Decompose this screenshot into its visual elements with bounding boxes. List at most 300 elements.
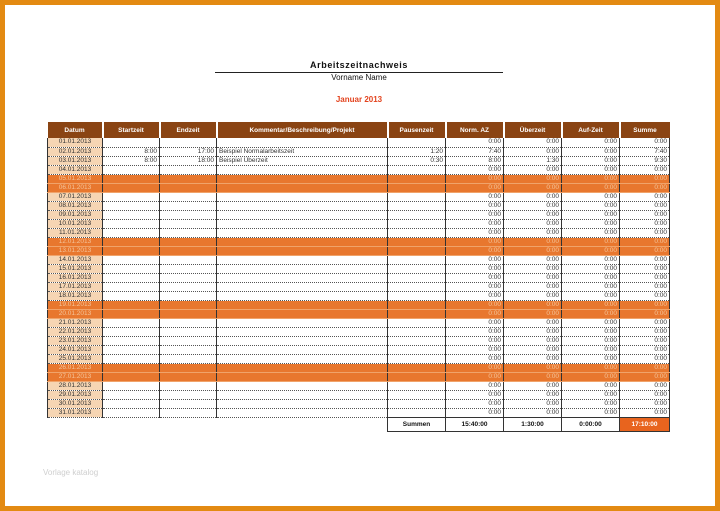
date-cell[interactable]: 30.01.2013 (48, 399, 103, 408)
auf-zeit-cell[interactable]: 0:00 (562, 408, 620, 417)
pausenzeit-cell[interactable] (388, 273, 446, 282)
summe-cell[interactable]: 0:00 (620, 183, 670, 192)
auf-zeit-cell[interactable]: 0:00 (562, 291, 620, 300)
startzeit-cell[interactable] (103, 282, 160, 291)
summe-cell[interactable]: 9:30 (620, 156, 670, 165)
auf-zeit-cell[interactable]: 0:00 (562, 264, 620, 273)
summe-cell[interactable]: 0:00 (620, 399, 670, 408)
summe-cell[interactable]: 0:00 (620, 255, 670, 264)
summe-cell[interactable]: 0:00 (620, 327, 670, 336)
total-auf-zeit[interactable]: 0:00:00 (562, 417, 620, 431)
ueberzeit-cell[interactable]: 0:00 (504, 219, 562, 228)
auf-zeit-cell[interactable]: 0:00 (562, 309, 620, 318)
norm-az-cell[interactable]: 0:00 (446, 390, 504, 399)
norm-az-cell[interactable]: 0:00 (446, 381, 504, 390)
ueberzeit-cell[interactable]: 0:00 (504, 192, 562, 201)
startzeit-cell[interactable] (103, 291, 160, 300)
endzeit-cell[interactable] (160, 318, 217, 327)
endzeit-cell[interactable] (160, 201, 217, 210)
startzeit-cell[interactable] (103, 273, 160, 282)
summe-cell[interactable]: 0:00 (620, 408, 670, 417)
norm-az-cell[interactable]: 0:00 (446, 246, 504, 255)
norm-az-cell[interactable]: 0:00 (446, 192, 504, 201)
auf-zeit-cell[interactable]: 0:00 (562, 354, 620, 363)
kommentar-cell[interactable] (217, 327, 388, 336)
auf-zeit-cell[interactable]: 0:00 (562, 147, 620, 156)
auf-zeit-cell[interactable]: 0:00 (562, 390, 620, 399)
date-cell[interactable]: 18.01.2013 (48, 291, 103, 300)
date-cell[interactable]: 27.01.2013 (48, 372, 103, 381)
norm-az-cell[interactable]: 0:00 (446, 363, 504, 372)
endzeit-cell[interactable] (160, 237, 217, 246)
table-row (48, 165, 670, 174)
col-header-summe: Summe (620, 122, 670, 138)
norm-az-cell[interactable]: 0:00 (446, 345, 504, 354)
pausenzeit-cell[interactable] (388, 183, 446, 192)
endzeit-cell[interactable] (160, 309, 217, 318)
auf-zeit-cell[interactable]: 0:00 (562, 228, 620, 237)
pausenzeit-cell[interactable] (388, 399, 446, 408)
ueberzeit-cell[interactable]: 0:00 (504, 228, 562, 237)
ueberzeit-cell[interactable]: 0:00 (504, 264, 562, 273)
endzeit-cell[interactable] (160, 327, 217, 336)
startzeit-cell[interactable] (103, 327, 160, 336)
table-row (48, 156, 670, 165)
startzeit-cell[interactable] (103, 201, 160, 210)
auf-zeit-cell[interactable]: 0:00 (562, 210, 620, 219)
auf-zeit-cell[interactable]: 0:00 (562, 318, 620, 327)
kommentar-cell[interactable] (217, 354, 388, 363)
endzeit-cell[interactable] (160, 291, 217, 300)
kommentar-cell[interactable] (217, 273, 388, 282)
date-cell[interactable]: 14.01.2013 (48, 255, 103, 264)
norm-az-cell[interactable]: 0:00 (446, 318, 504, 327)
timesheet-body (48, 138, 670, 417)
ueberzeit-cell[interactable]: 0:00 (504, 345, 562, 354)
endzeit-cell[interactable] (160, 399, 217, 408)
endzeit-cell[interactable] (160, 354, 217, 363)
ueberzeit-cell[interactable]: 0:00 (504, 210, 562, 219)
norm-az-cell[interactable]: 0:00 (446, 354, 504, 363)
startzeit-cell[interactable] (103, 372, 160, 381)
kommentar-cell[interactable] (217, 309, 388, 318)
document-subtitle: Vorname Name (331, 73, 387, 82)
norm-az-cell[interactable]: 0:00 (446, 219, 504, 228)
kommentar-cell[interactable] (217, 255, 388, 264)
ueberzeit-cell[interactable]: 0:00 (504, 183, 562, 192)
table-row (48, 345, 670, 354)
summe-cell[interactable]: 0:00 (620, 300, 670, 309)
date-cell[interactable]: 01.01.2013 (48, 138, 103, 147)
ueberzeit-cell[interactable]: 1:30 (504, 156, 562, 165)
auf-zeit-cell[interactable]: 0:00 (562, 372, 620, 381)
summe-cell[interactable]: 0:00 (620, 264, 670, 273)
pausenzeit-cell[interactable] (388, 201, 446, 210)
auf-zeit-cell[interactable]: 0:00 (562, 300, 620, 309)
norm-az-cell[interactable]: 0:00 (446, 165, 504, 174)
norm-az-cell[interactable]: 0:00 (446, 399, 504, 408)
startzeit-cell[interactable] (103, 237, 160, 246)
norm-az-cell[interactable]: 0:00 (446, 273, 504, 282)
date-cell[interactable]: 17.01.2013 (48, 282, 103, 291)
endzeit-cell[interactable] (160, 192, 217, 201)
summe-cell[interactable]: 7:40 (620, 147, 670, 156)
startzeit-cell[interactable] (103, 363, 160, 372)
kommentar-cell[interactable] (217, 174, 388, 183)
date-cell[interactable]: 03.01.2013 (48, 156, 103, 165)
endzeit-cell[interactable]: 18:00 (160, 156, 217, 165)
total-ueberzeit[interactable]: 1:30:00 (504, 417, 562, 431)
endzeit-cell[interactable] (160, 273, 217, 282)
summe-cell[interactable]: 0:00 (620, 219, 670, 228)
endzeit-cell[interactable] (160, 336, 217, 345)
endzeit-cell[interactable] (160, 372, 217, 381)
table-row (48, 264, 670, 273)
date-cell[interactable]: 31.01.2013 (48, 408, 103, 417)
kommentar-cell[interactable] (217, 246, 388, 255)
kommentar-cell[interactable] (217, 318, 388, 327)
date-cell[interactable]: 23.01.2013 (48, 336, 103, 345)
summe-cell[interactable]: 0:00 (620, 138, 670, 147)
startzeit-cell[interactable] (103, 264, 160, 273)
kommentar-cell[interactable] (217, 408, 388, 417)
startzeit-cell[interactable] (103, 192, 160, 201)
endzeit-cell[interactable] (160, 138, 217, 147)
startzeit-cell[interactable] (103, 255, 160, 264)
ueberzeit-cell[interactable]: 0:00 (504, 363, 562, 372)
kommentar-cell[interactable] (217, 210, 388, 219)
auf-zeit-cell[interactable]: 0:00 (562, 174, 620, 183)
kommentar-cell[interactable] (217, 219, 388, 228)
kommentar-cell[interactable] (217, 345, 388, 354)
kommentar-cell[interactable] (217, 237, 388, 246)
summe-cell[interactable]: 0:00 (620, 372, 670, 381)
startzeit-cell[interactable] (103, 300, 160, 309)
summe-cell[interactable]: 0:00 (620, 309, 670, 318)
startzeit-cell[interactable] (103, 354, 160, 363)
norm-az-cell[interactable]: 8:00 (446, 156, 504, 165)
pausenzeit-cell[interactable] (388, 174, 446, 183)
ueberzeit-cell[interactable]: 0:00 (504, 255, 562, 264)
kommentar-cell[interactable] (217, 291, 388, 300)
ueberzeit-cell[interactable]: 0:00 (504, 390, 562, 399)
endzeit-cell[interactable] (160, 183, 217, 192)
date-cell[interactable]: 13.01.2013 (48, 246, 103, 255)
col-header-endzeit: Endzeit (160, 122, 217, 138)
ueberzeit-cell[interactable]: 0:00 (504, 327, 562, 336)
norm-az-cell[interactable]: 0:00 (446, 228, 504, 237)
summe-cell[interactable]: 0:00 (620, 237, 670, 246)
pausenzeit-cell[interactable] (388, 381, 446, 390)
kommentar-cell[interactable] (217, 336, 388, 345)
summe-cell[interactable]: 0:00 (620, 336, 670, 345)
date-cell[interactable]: 07.01.2013 (48, 192, 103, 201)
kommentar-cell[interactable] (217, 228, 388, 237)
table-row (48, 291, 670, 300)
date-cell[interactable]: 26.01.2013 (48, 363, 103, 372)
ueberzeit-cell[interactable]: 0:00 (504, 246, 562, 255)
ueberzeit-cell[interactable]: 0:00 (504, 300, 562, 309)
norm-az-cell[interactable]: 0:00 (446, 237, 504, 246)
pausenzeit-cell[interactable] (388, 192, 446, 201)
summe-cell[interactable]: 0:00 (620, 354, 670, 363)
date-cell[interactable]: 04.01.2013 (48, 165, 103, 174)
pausenzeit-cell[interactable] (388, 165, 446, 174)
kommentar-cell[interactable] (217, 390, 388, 399)
ueberzeit-cell[interactable]: 0:00 (504, 273, 562, 282)
auf-zeit-cell[interactable]: 0:00 (562, 336, 620, 345)
endzeit-cell[interactable] (160, 246, 217, 255)
kommentar-cell[interactable] (217, 192, 388, 201)
startzeit-cell[interactable] (103, 138, 160, 147)
kommentar-cell[interactable] (217, 264, 388, 273)
ueberzeit-cell[interactable]: 0:00 (504, 381, 562, 390)
ueberzeit-cell[interactable]: 0:00 (504, 237, 562, 246)
pausenzeit-cell[interactable] (388, 336, 446, 345)
startzeit-cell[interactable] (103, 183, 160, 192)
startzeit-cell[interactable] (103, 210, 160, 219)
endzeit-cell[interactable] (160, 255, 217, 264)
pausenzeit-cell[interactable] (388, 390, 446, 399)
auf-zeit-cell[interactable]: 0:00 (562, 345, 620, 354)
ueberzeit-cell[interactable]: 0:00 (504, 201, 562, 210)
ueberzeit-cell[interactable]: 0:00 (504, 165, 562, 174)
auf-zeit-cell[interactable]: 0:00 (562, 138, 620, 147)
auf-zeit-cell[interactable]: 0:00 (562, 192, 620, 201)
auf-zeit-cell[interactable]: 0:00 (562, 255, 620, 264)
kommentar-cell[interactable] (217, 282, 388, 291)
date-cell[interactable]: 21.01.2013 (48, 318, 103, 327)
startzeit-cell[interactable] (103, 408, 160, 417)
summe-cell[interactable]: 0:00 (620, 228, 670, 237)
auf-zeit-cell[interactable]: 0:00 (562, 183, 620, 192)
auf-zeit-cell[interactable]: 0:00 (562, 282, 620, 291)
kommentar-cell[interactable]: Beispiel Überzeit (217, 156, 388, 165)
date-cell[interactable]: 06.01.2013 (48, 183, 103, 192)
norm-az-cell[interactable]: 0:00 (446, 210, 504, 219)
ueberzeit-cell[interactable]: 0:00 (504, 336, 562, 345)
pausenzeit-cell[interactable] (388, 408, 446, 417)
total-norm-az[interactable]: 15:40:00 (446, 417, 504, 431)
summe-cell[interactable]: 0:00 (620, 273, 670, 282)
ueberzeit-cell[interactable]: 0:00 (504, 174, 562, 183)
kommentar-cell[interactable]: Beispiel Normalarbeitszeit (217, 147, 388, 156)
startzeit-cell[interactable] (103, 174, 160, 183)
norm-az-cell[interactable]: 0:00 (446, 300, 504, 309)
pausenzeit-cell[interactable] (388, 372, 446, 381)
date-cell[interactable]: 28.01.2013 (48, 381, 103, 390)
summe-cell[interactable]: 0:00 (620, 165, 670, 174)
endzeit-cell[interactable] (160, 408, 217, 417)
date-cell[interactable]: 25.01.2013 (48, 354, 103, 363)
date-cell[interactable]: 08.01.2013 (48, 201, 103, 210)
date-cell[interactable]: 15.01.2013 (48, 264, 103, 273)
norm-az-cell[interactable]: 0:00 (446, 174, 504, 183)
summe-cell[interactable]: 0:00 (620, 192, 670, 201)
auf-zeit-cell[interactable]: 0:00 (562, 381, 620, 390)
endzeit-cell[interactable]: 17:00 (160, 147, 217, 156)
ueberzeit-cell[interactable]: 0:00 (504, 291, 562, 300)
col-header-datum: Datum (48, 122, 103, 138)
month-label: Januar 2013 (335, 95, 383, 104)
date-cell[interactable]: 10.01.2013 (48, 219, 103, 228)
ueberzeit-cell[interactable]: 0:00 (504, 147, 562, 156)
endzeit-cell[interactable] (160, 363, 217, 372)
norm-az-cell[interactable]: 0:00 (446, 372, 504, 381)
ueberzeit-cell[interactable]: 0:00 (504, 282, 562, 291)
auf-zeit-cell[interactable]: 0:00 (562, 363, 620, 372)
norm-az-cell[interactable]: 0:00 (446, 282, 504, 291)
kommentar-cell[interactable] (217, 300, 388, 309)
pausenzeit-cell[interactable] (388, 210, 446, 219)
startzeit-cell[interactable] (103, 228, 160, 237)
endzeit-cell[interactable] (160, 300, 217, 309)
norm-az-cell[interactable]: 0:00 (446, 327, 504, 336)
kommentar-cell[interactable] (217, 372, 388, 381)
auf-zeit-cell[interactable]: 0:00 (562, 219, 620, 228)
norm-az-cell[interactable]: 0:00 (446, 201, 504, 210)
date-cell[interactable]: 20.01.2013 (48, 309, 103, 318)
norm-az-cell[interactable]: 0:00 (446, 255, 504, 264)
startzeit-cell[interactable] (103, 318, 160, 327)
startzeit-cell[interactable] (103, 381, 160, 390)
endzeit-cell[interactable] (160, 219, 217, 228)
ueberzeit-cell[interactable]: 0:00 (504, 354, 562, 363)
ueberzeit-cell[interactable]: 0:00 (504, 399, 562, 408)
endzeit-cell[interactable] (160, 210, 217, 219)
table-row (48, 147, 670, 156)
summe-cell[interactable]: 0:00 (620, 363, 670, 372)
pausenzeit-cell[interactable] (388, 237, 446, 246)
date-cell[interactable]: 09.01.2013 (48, 210, 103, 219)
pausenzeit-cell[interactable] (388, 345, 446, 354)
kommentar-cell[interactable] (217, 399, 388, 408)
date-cell[interactable]: 02.01.2013 (48, 147, 103, 156)
startzeit-cell[interactable] (103, 165, 160, 174)
kommentar-cell[interactable] (217, 165, 388, 174)
kommentar-cell[interactable] (217, 363, 388, 372)
auf-zeit-cell[interactable]: 0:00 (562, 246, 620, 255)
pausenzeit-cell[interactable] (388, 282, 446, 291)
norm-az-cell[interactable]: 0:00 (446, 336, 504, 345)
auf-zeit-cell[interactable]: 0:00 (562, 201, 620, 210)
pausenzeit-cell[interactable] (388, 219, 446, 228)
pausenzeit-cell[interactable] (388, 300, 446, 309)
endzeit-cell[interactable] (160, 345, 217, 354)
pausenzeit-cell[interactable] (388, 363, 446, 372)
auf-zeit-cell[interactable]: 0:00 (562, 156, 620, 165)
auf-zeit-cell[interactable]: 0:00 (562, 237, 620, 246)
endzeit-cell[interactable] (160, 165, 217, 174)
kommentar-cell[interactable] (217, 183, 388, 192)
norm-az-cell[interactable]: 0:00 (446, 138, 504, 147)
startzeit-cell[interactable] (103, 246, 160, 255)
startzeit-cell[interactable] (103, 399, 160, 408)
endzeit-cell[interactable] (160, 174, 217, 183)
summe-cell[interactable]: 0:00 (620, 174, 670, 183)
date-cell[interactable]: 05.01.2013 (48, 174, 103, 183)
startzeit-cell[interactable]: 8:00 (103, 156, 160, 165)
totals-label: Summen (388, 417, 446, 431)
norm-az-cell[interactable]: 0:00 (446, 408, 504, 417)
summe-cell[interactable]: 0:00 (620, 282, 670, 291)
pausenzeit-cell[interactable] (388, 255, 446, 264)
pausenzeit-cell[interactable]: 1:20 (388, 147, 446, 156)
kommentar-cell[interactable] (217, 138, 388, 147)
summe-cell[interactable]: 0:00 (620, 390, 670, 399)
table-row (48, 210, 670, 219)
norm-az-cell[interactable]: 7:40 (446, 147, 504, 156)
table-row (48, 237, 670, 246)
date-cell[interactable]: 11.01.2013 (48, 228, 103, 237)
pausenzeit-cell[interactable] (388, 138, 446, 147)
endzeit-cell[interactable] (160, 264, 217, 273)
norm-az-cell[interactable]: 0:00 (446, 183, 504, 192)
col-header-ueberzeit: Überzeit (504, 122, 562, 138)
endzeit-cell[interactable] (160, 282, 217, 291)
norm-az-cell[interactable]: 0:00 (446, 291, 504, 300)
startzeit-cell[interactable] (103, 336, 160, 345)
pausenzeit-cell[interactable] (388, 228, 446, 237)
date-cell[interactable]: 19.01.2013 (48, 300, 103, 309)
startzeit-cell[interactable] (103, 309, 160, 318)
ueberzeit-cell[interactable]: 0:00 (504, 138, 562, 147)
kommentar-cell[interactable] (217, 201, 388, 210)
auf-zeit-cell[interactable]: 0:00 (562, 273, 620, 282)
pausenzeit-cell[interactable] (388, 309, 446, 318)
summe-cell[interactable]: 0:00 (620, 318, 670, 327)
summe-cell[interactable]: 0:00 (620, 210, 670, 219)
norm-az-cell[interactable]: 0:00 (446, 309, 504, 318)
pausenzeit-cell[interactable] (388, 246, 446, 255)
table-row (48, 318, 670, 327)
endzeit-cell[interactable] (160, 228, 217, 237)
total-summe[interactable]: 17:10:00 (620, 417, 670, 431)
startzeit-cell[interactable] (103, 345, 160, 354)
date-cell[interactable]: 22.01.2013 (48, 327, 103, 336)
ueberzeit-cell[interactable]: 0:00 (504, 372, 562, 381)
auf-zeit-cell[interactable]: 0:00 (562, 327, 620, 336)
startzeit-cell[interactable] (103, 390, 160, 399)
summe-cell[interactable]: 0:00 (620, 201, 670, 210)
startzeit-cell[interactable]: 8:00 (103, 147, 160, 156)
pausenzeit-cell[interactable] (388, 264, 446, 273)
date-cell[interactable]: 29.01.2013 (48, 390, 103, 399)
pausenzeit-cell[interactable] (388, 291, 446, 300)
pausenzeit-cell[interactable] (388, 354, 446, 363)
pausenzeit-cell[interactable] (388, 327, 446, 336)
date-cell[interactable]: 24.01.2013 (48, 345, 103, 354)
pausenzeit-cell[interactable]: 0:30 (388, 156, 446, 165)
pausenzeit-cell[interactable] (388, 318, 446, 327)
ueberzeit-cell[interactable]: 0:00 (504, 309, 562, 318)
ueberzeit-cell[interactable]: 0:00 (504, 318, 562, 327)
summe-cell[interactable]: 0:00 (620, 345, 670, 354)
startzeit-cell[interactable] (103, 219, 160, 228)
ueberzeit-cell[interactable]: 0:00 (504, 408, 562, 417)
endzeit-cell[interactable] (160, 381, 217, 390)
date-cell[interactable]: 12.01.2013 (48, 237, 103, 246)
norm-az-cell[interactable]: 0:00 (446, 264, 504, 273)
summe-cell[interactable]: 0:00 (620, 381, 670, 390)
summe-cell[interactable]: 0:00 (620, 246, 670, 255)
date-cell[interactable]: 16.01.2013 (48, 273, 103, 282)
auf-zeit-cell[interactable]: 0:00 (562, 165, 620, 174)
endzeit-cell[interactable] (160, 390, 217, 399)
summe-cell[interactable]: 0:00 (620, 291, 670, 300)
auf-zeit-cell[interactable]: 0:00 (562, 399, 620, 408)
kommentar-cell[interactable] (217, 381, 388, 390)
